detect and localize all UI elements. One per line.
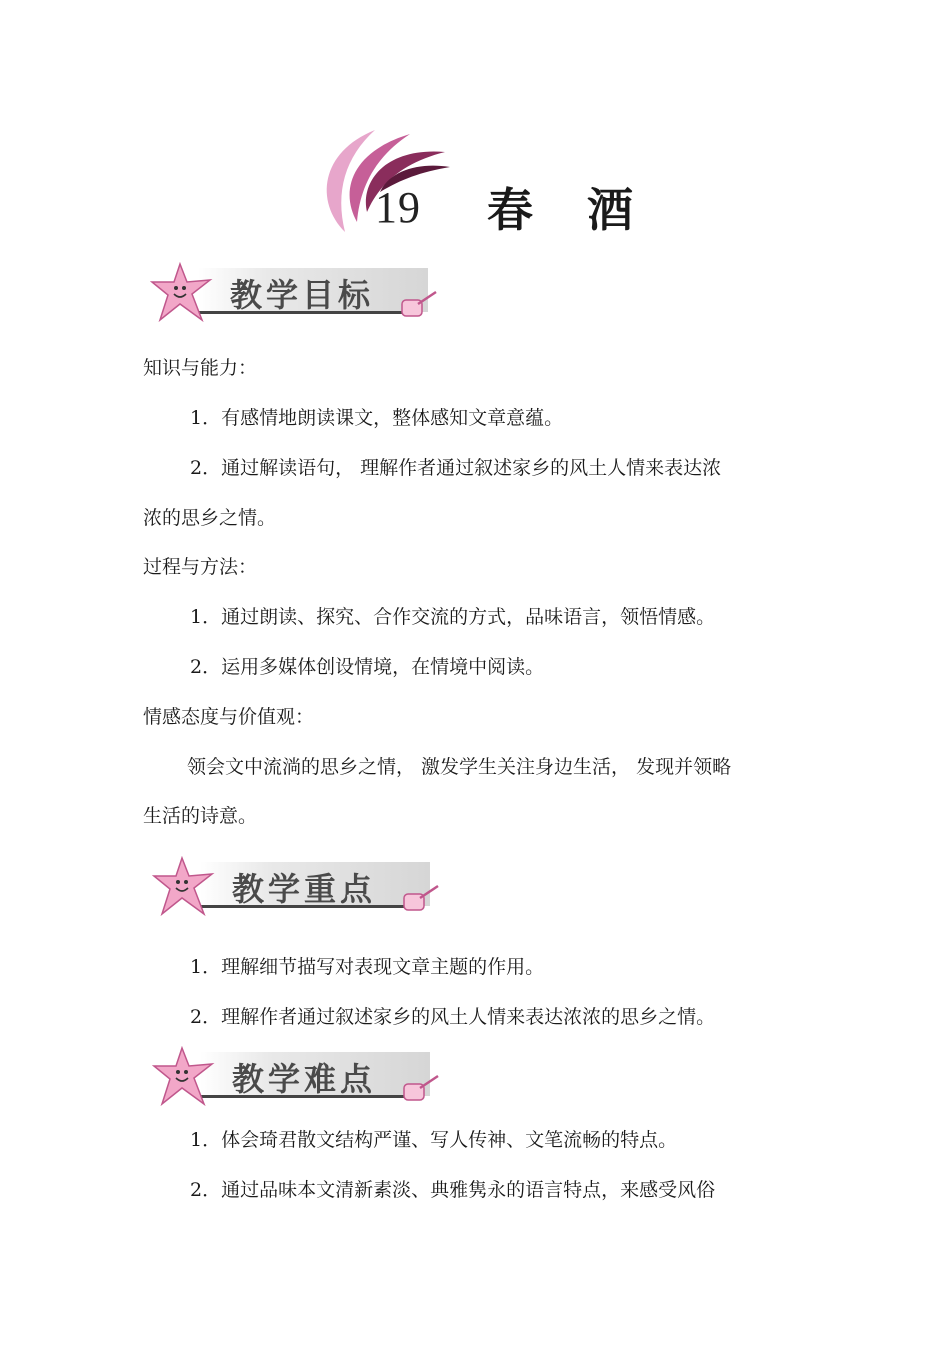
section-header-difficulties [152,1046,452,1110]
knowledge-heading: 知识与能力： [143,357,258,379]
lesson-title: 春酒 [487,183,687,237]
key-point-2: 2．理解作者通过叙述家乡的风土人情来表达浓浓的思乡之情。 [190,1006,716,1028]
objective-emotion-1-cont: 生活的诗意。 [143,805,258,827]
objective-knowledge-2-cont: 浓的思乡之情。 [143,507,277,529]
smiling-star-icon [152,1046,216,1108]
writing-hand-icon [402,884,440,914]
difficulty-2: 2．通过品味本文清新素淡、典雅隽永的语言特点，来感受风俗 [190,1179,716,1201]
section-title: 教学目标 [230,276,375,314]
writing-hand-icon [402,1074,440,1104]
objective-process-1: 1．通过朗读、探究、合作交流的方式，品味语言，领悟情感。 [190,606,716,628]
section-header-objectives [150,262,450,326]
writing-hand-icon [400,290,438,320]
objective-process-2: 2．运用多媒体创设情境，在情境中阅读。 [190,656,545,678]
lesson-header [305,122,687,242]
section-header-key-points [152,856,452,920]
smiling-star-icon [152,856,216,918]
objective-knowledge-1: 1．有感情地朗读课文，整体感知文章意蕴。 [190,407,564,429]
difficulty-1: 1．体会琦君散文结构严谨、写人传神、文笔流畅的特点。 [190,1129,678,1151]
objective-emotion-1: 领会文中流淌的思乡之情， 激发学生关注身边生活， 发现并领略 [187,756,732,778]
objective-knowledge-2: 2．通过解读语句， 理解作者通过叙述家乡的风土人情来表达浓 [190,457,722,479]
section-title: 教学难点 [232,1060,377,1098]
key-point-1: 1．理解细节描写对表现文章主题的作用。 [190,956,545,978]
process-heading: 过程与方法： [143,556,258,578]
smiling-star-icon [150,262,214,324]
section-title: 教学重点 [232,870,377,908]
lesson-number: 19 [375,183,421,232]
emotion-heading: 情感态度与价值观： [143,706,315,728]
